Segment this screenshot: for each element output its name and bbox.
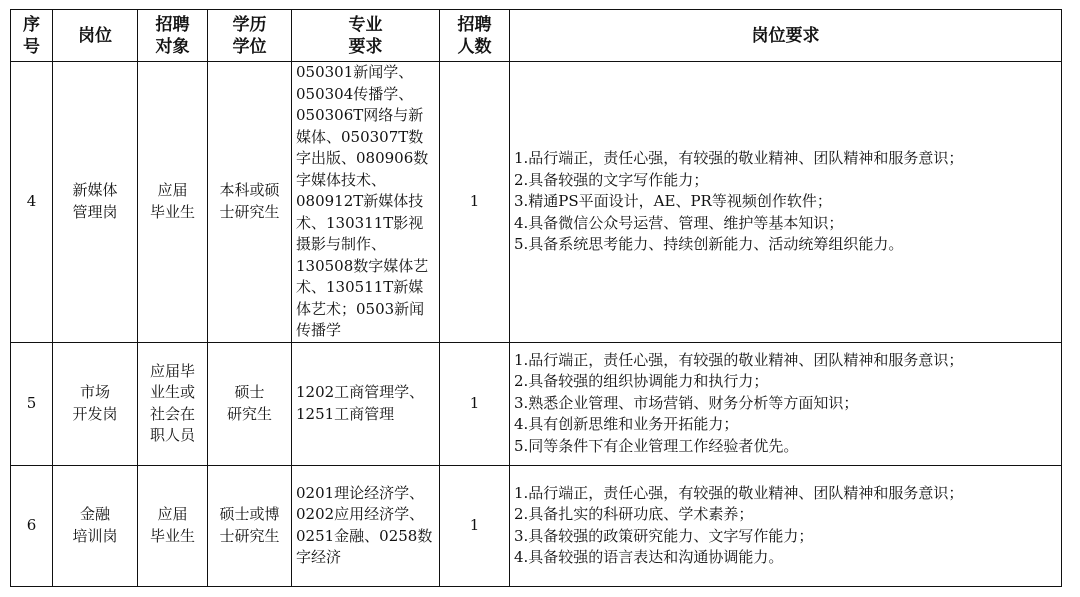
cell-position: 市场 开发岗 [53, 342, 138, 465]
header-target: 招聘 对象 [138, 10, 208, 62]
cell-requirements [510, 62, 1062, 343]
header-requirements: 岗位要求 [510, 10, 1062, 62]
requirement-item: 3.熟悉企业管理、市场营销、财务分析等方面知识； [514, 393, 859, 412]
cell-target: 应届毕 业生或 社会在 职人员 [138, 342, 208, 465]
cell-count: 1 [440, 465, 510, 586]
cell-seq: 5 [11, 342, 53, 465]
cell-target: 应届 毕业生 [138, 62, 208, 343]
cell-seq: 4 [11, 62, 53, 343]
requirement-item: 2.具备扎实的科研功底、学术素养； [514, 505, 754, 523]
header-position: 岗位 [53, 10, 138, 62]
requirement-item: 2.具备较强的组织协调能力和执行力； [514, 372, 769, 391]
cell-education: 硕士 研究生 [208, 342, 292, 465]
requirement-item: 2.具备较强的文字写作能力； [514, 170, 709, 189]
cell-requirements [510, 465, 1062, 586]
requirement-item: 1.品行端正，责任心强，有较强的敬业精神、团队精神和服务意识； [514, 483, 964, 502]
requirement-item: 1.品行端正，责任心强，有较强的敬业精神、团队精神和服务意识； [514, 350, 964, 369]
cell-seq: 6 [11, 465, 53, 586]
requirement-item: 4.具备微信公众号运营、管理、维护等基本知识； [514, 213, 844, 232]
header-education: 学历 学位 [208, 10, 292, 62]
header-seq: 序号 [11, 10, 53, 62]
header-major: 专业 要求 [292, 10, 440, 62]
cell-position: 金融 培训岗 [53, 465, 138, 586]
cell-requirements [510, 342, 1062, 465]
header-count: 招聘 人数 [440, 10, 510, 62]
cell-count: 1 [440, 62, 510, 343]
requirement-item: 5.同等条件下有企业管理工作经验者优先。 [514, 436, 799, 455]
cell-target: 应届 毕业生 [138, 465, 208, 586]
requirement-item: 5.具备系统思考能力、持续创新能力、活动统筹组织能力。 [514, 235, 904, 253]
cell-education: 硕士或博 士研究生 [208, 465, 292, 586]
requirement-item: 1.品行端正，责任心强，有较强的敬业精神、团队精神和服务意识； [514, 149, 964, 167]
requirement-item: 3.具备较强的政策研究能力、文字写作能力； [514, 526, 814, 545]
table-row [11, 342, 1062, 465]
cell-education: 本科或硕 士研究生 [208, 62, 292, 343]
requirement-item: 3.精通PS平面设计，AE、PR等视频创作软件； [514, 192, 832, 210]
cell-position: 新媒体 管理岗 [53, 62, 138, 343]
requirement-item: 4.具有创新思维和业务开拓能力； [514, 415, 739, 434]
cell-major: 0201理论经济学、 0202应用经济学、 0251金融、0258数 字经济 [292, 465, 440, 586]
cell-count: 1 [440, 342, 510, 465]
requirement-item: 4.具备较强的语言表达和沟通协调能力。 [514, 548, 784, 566]
recruitment-table [10, 9, 1062, 587]
table-row [11, 62, 1062, 343]
header-row [11, 10, 1062, 62]
table-row [11, 465, 1062, 586]
cell-major: 050301新闻学、 050304传播学、 050306T网络与新 媒体、050307T数 字出版、080906数 字媒体技术、 080912T新媒体技 术、130311T影视 摄影与制作、 130508数字媒体艺 术、130511T新媒 体艺术；0503新闻 传播学 [292, 62, 440, 343]
cell-major: 1202工商管理学、 1251工商管理 [292, 342, 440, 465]
